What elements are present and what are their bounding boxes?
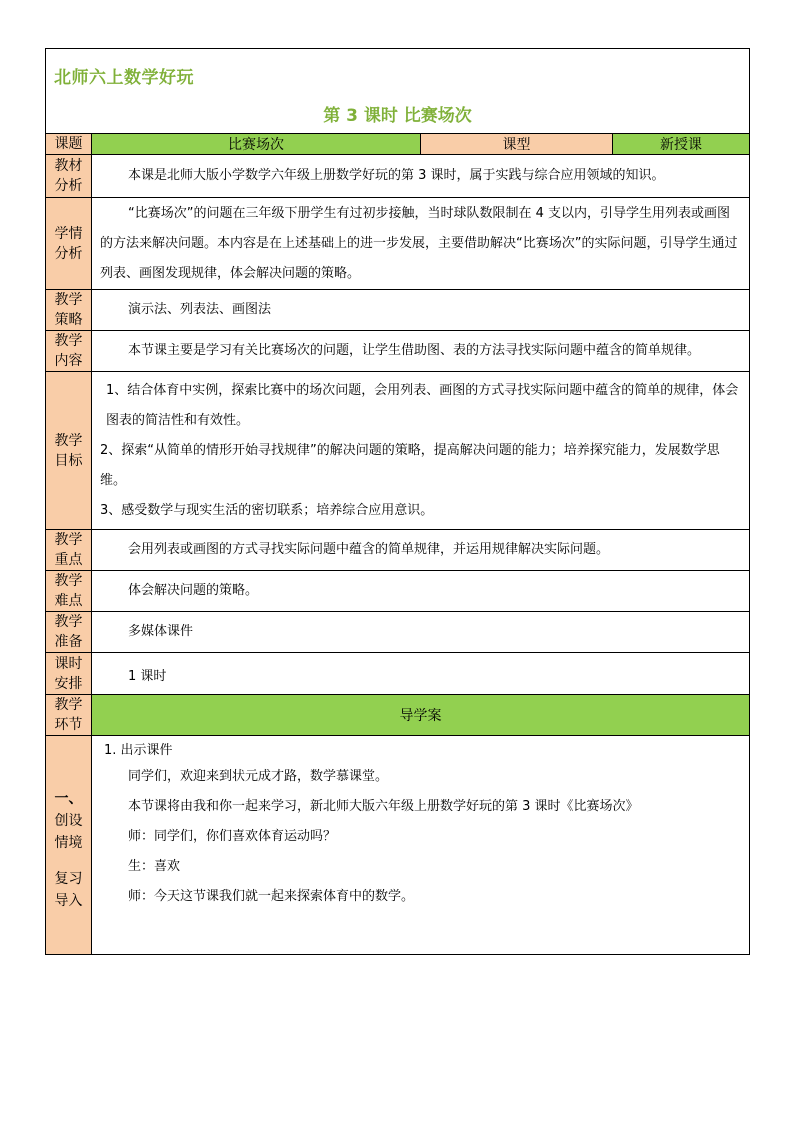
row-label: 学情 分析 [46, 198, 92, 290]
row-label: 课时 安排 [46, 653, 92, 695]
row-preparation [46, 612, 750, 653]
content-text: 本节课主要是学习有关比赛场次的问题，让学生借助图、表的方法寻找实际问题中蕴含的简单规律。 [92, 331, 750, 372]
goals-list [92, 372, 750, 530]
intro-line: 生：喜欢 [128, 859, 181, 874]
intro-line: 本节课将由我和你一起来学习，新北师大版六年级上册数学好玩的第 3 课时《比赛场次》 [128, 799, 639, 814]
intro-line: 师：今天这节课我们就一起来探索体育中的数学。 [128, 889, 415, 904]
row-label: 教学 策略 [46, 290, 92, 331]
intro-line: 师：同学们，你们喜欢体育运动吗？ [128, 829, 337, 844]
row-key-points [46, 530, 750, 571]
row-label: 教学 内容 [46, 331, 92, 372]
lesson-plan-page [45, 48, 749, 955]
intro-dialogue [92, 736, 750, 955]
row-goals [46, 372, 750, 530]
row-label: 教学 目标 [46, 372, 92, 530]
series-title: 北师六上数学好玩 [54, 68, 194, 88]
row-stage [46, 695, 750, 736]
key-points-text: 会用列表或画图的方式寻找实际问题中蕴含的简单规律，并运用规律解决实际问题。 [92, 530, 750, 571]
goal-item: 1、结合体育中实例，探索比赛中的场次问题，会用列表、画图的方式寻找实际问题中蕴含的简单的规律，体会图表的简洁性和有效性。 [106, 382, 739, 428]
intro-stage-label: 一、 创设 情境 复习 导入 [46, 736, 92, 955]
row-content [46, 331, 750, 372]
row-label: 教学 重点 [46, 530, 92, 571]
row-difficulty [46, 571, 750, 612]
difficulty-text: 体会解决问题的策略。 [92, 571, 750, 612]
lesson-plan-table [45, 48, 750, 955]
stage-header: 导学案 [92, 695, 750, 736]
intro-line: 同学们，欢迎来到状元成才路，数学慕课堂。 [128, 769, 389, 784]
goal-item: 2、探索“从简单的情形开始寻找规律”的解决问题的策略，提高解决问题的能力；培养探究能力，发展数学思维。 [100, 442, 720, 488]
header-cell [46, 49, 750, 134]
row-label: 教学 难点 [46, 571, 92, 612]
student-analysis-text: “比赛场次”的问题在三年级下册学生有过初步接触，当时球队数限制在 4 支以内，引导学生用列表或画图的方法来解决问题。本内容是在上述基础上的进一步发展，主要借助解决“比赛场次”的实际问题，引导学生通过列表、画图发现规律，体会解决问题的策略。 [92, 198, 750, 290]
goal-item: 3、感受数学与现实生活的密切联系；培养综合应用意识。 [100, 502, 434, 518]
row-label: 教材 分析 [46, 155, 92, 198]
row-intro [46, 736, 750, 955]
row-student-analysis [46, 198, 750, 290]
row-label: 教学 准备 [46, 612, 92, 653]
row-strategy [46, 290, 750, 331]
lesson-type-value: 新授课 [613, 134, 750, 155]
lesson-type-label: 课型 [421, 134, 613, 155]
schedule-text: 1 课时 [92, 653, 750, 695]
intro-line: 1. 出示课件 [104, 743, 173, 758]
lesson-title: 第 3 课时 比赛场次 [323, 106, 472, 126]
strategy-text: 演示法、列表法、画图法 [92, 290, 750, 331]
material-analysis-text: 本课是北师大版小学数学六年级上册数学好玩的第 3 课时，属于实践与综合应用领域的知识。 [92, 155, 750, 198]
row-material-analysis [46, 155, 750, 198]
topic-value: 比赛场次 [92, 134, 421, 155]
row-label: 教学 环节 [46, 695, 92, 736]
topic-label: 课题 [46, 134, 92, 155]
preparation-text: 多媒体课件 [92, 612, 750, 653]
row-schedule [46, 653, 750, 695]
